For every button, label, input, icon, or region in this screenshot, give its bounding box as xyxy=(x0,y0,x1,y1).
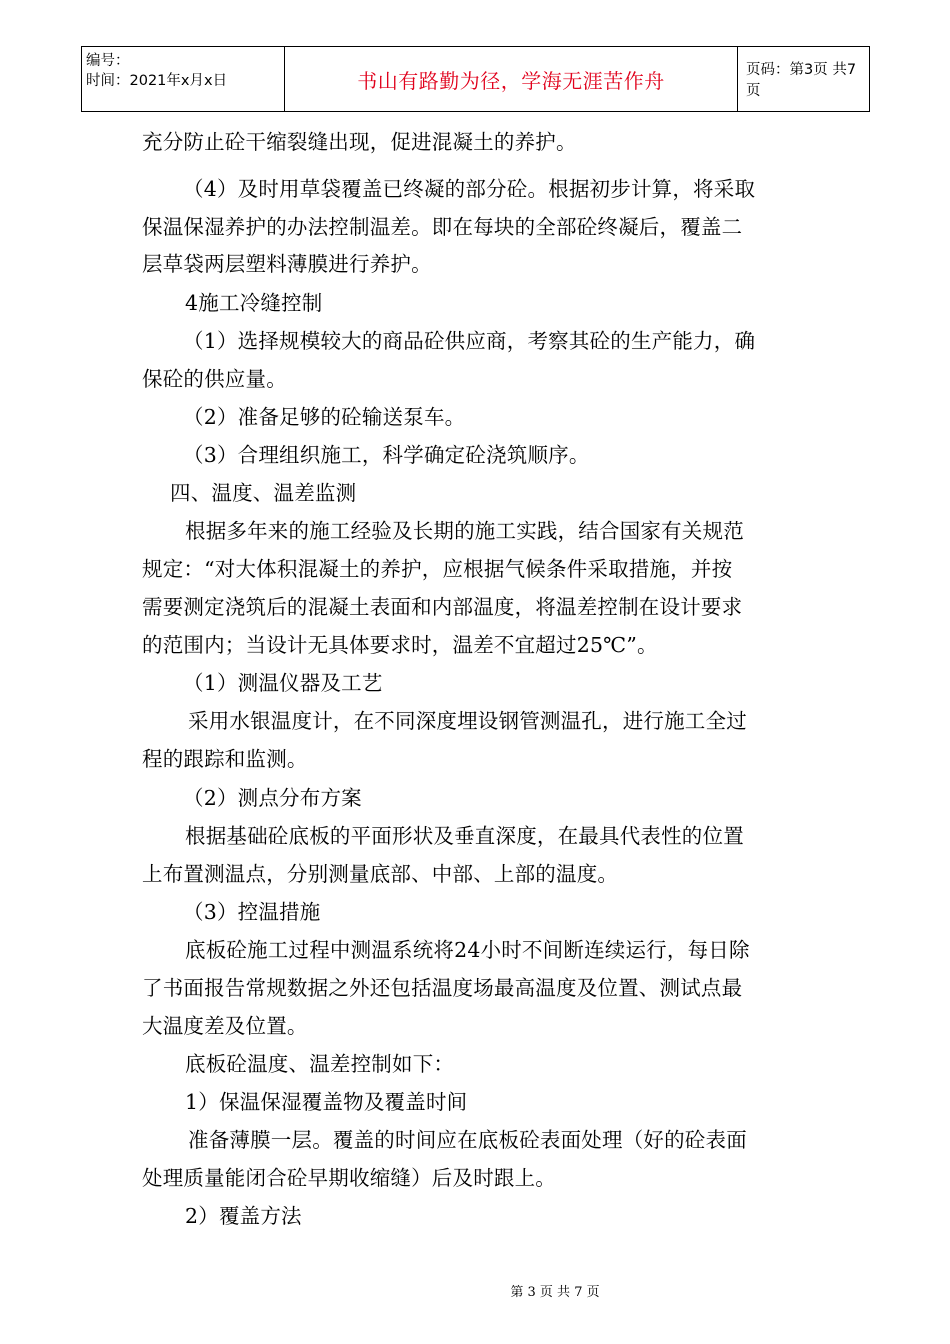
text-line: 保砼的供应量。 xyxy=(142,367,287,391)
text-line: （3）控温措施 xyxy=(183,900,321,924)
text-line: 需要测定浇筑后的混凝土表面和内部温度，将温差控制在设计要求 xyxy=(142,595,743,619)
text-line: 准备薄膜一层。覆盖的时间应在底板砼表面处理（好的砼表面 xyxy=(188,1128,747,1152)
text-line: 程的跟踪和监测。 xyxy=(142,747,308,771)
page-footer xyxy=(0,1281,950,1300)
text-line: （2）准备足够的砼输送泵车。 xyxy=(183,405,466,429)
section-heading: 四、温度、温差监测 xyxy=(170,481,357,505)
header-motto: 书山有路勤为径，学海无涯苦作舟 xyxy=(285,47,738,111)
text-line: 大温度差及位置。 xyxy=(142,1014,308,1038)
text-line: 4施工冷缝控制 xyxy=(185,291,323,315)
header-page-label: 页码：第3页 共7页 xyxy=(746,62,857,99)
text-line: 层草袋两层塑料薄膜进行养护。 xyxy=(142,252,432,276)
text-line: 2）覆盖方法 xyxy=(185,1204,302,1228)
text-line: 采用水银温度计，在不同深度埋设钢管测温孔，进行施工全过 xyxy=(188,709,747,733)
text-line: 底板砼施工过程中测温系统将24小时不间断连续运行，每日除 xyxy=(185,938,750,962)
text-line: 根据基础砼底板的平面形状及垂直深度，在最具代表性的位置 xyxy=(185,824,744,848)
text-line: 处理质量能闭合砼早期收缩缝）后及时跟上。 xyxy=(142,1166,556,1190)
text-line: 充分防止砼干缩裂缝出现，促进混凝土的养护。 xyxy=(142,130,577,154)
text-line: （2）测点分布方案 xyxy=(183,786,362,810)
doc-number-label: 编号： xyxy=(86,53,130,69)
header-meta-cell xyxy=(82,47,285,111)
text-line: 上布置测温点，分别测量底部、中部、上部的温度。 xyxy=(142,862,619,886)
text-line: （1）选择规模较大的商品砼供应商，考察其砼的生产能力，确 xyxy=(183,329,756,353)
text-line: 的范围内；当设计无具体要求时，温差不宜超过25℃”。 xyxy=(142,633,658,657)
text-line: 底板砼温度、温差控制如下： xyxy=(185,1052,455,1076)
footer-page-number: 第 3 页 共 7 页 xyxy=(510,1285,600,1300)
text-line: 保温保湿养护的办法控制温差。即在每块的全部砼终凝后，覆盖二 xyxy=(142,215,743,239)
text-line: 了书面报告常规数据之外还包括温度场最高温度及位置、测试点最 xyxy=(142,976,743,1000)
text-line: 根据多年来的施工经验及长期的施工实践，结合国家有关规范 xyxy=(185,519,744,543)
text-line: （4）及时用草袋覆盖已终凝的部分砼。根据初步计算，将采取 xyxy=(183,177,756,201)
text-line: （3）合理组织施工，科学确定砼浇筑顺序。 xyxy=(183,443,590,467)
doc-time-label: 时间：2021年x月x日 xyxy=(86,73,228,89)
text-line: （1）测温仪器及工艺 xyxy=(183,671,383,695)
text-line: 规定：“对大体积混凝土的养护，应根据气候条件采取措施，并按 xyxy=(142,557,733,581)
header-table xyxy=(81,46,870,112)
text-line: 1）保温保湿覆盖物及覆盖时间 xyxy=(185,1090,468,1114)
